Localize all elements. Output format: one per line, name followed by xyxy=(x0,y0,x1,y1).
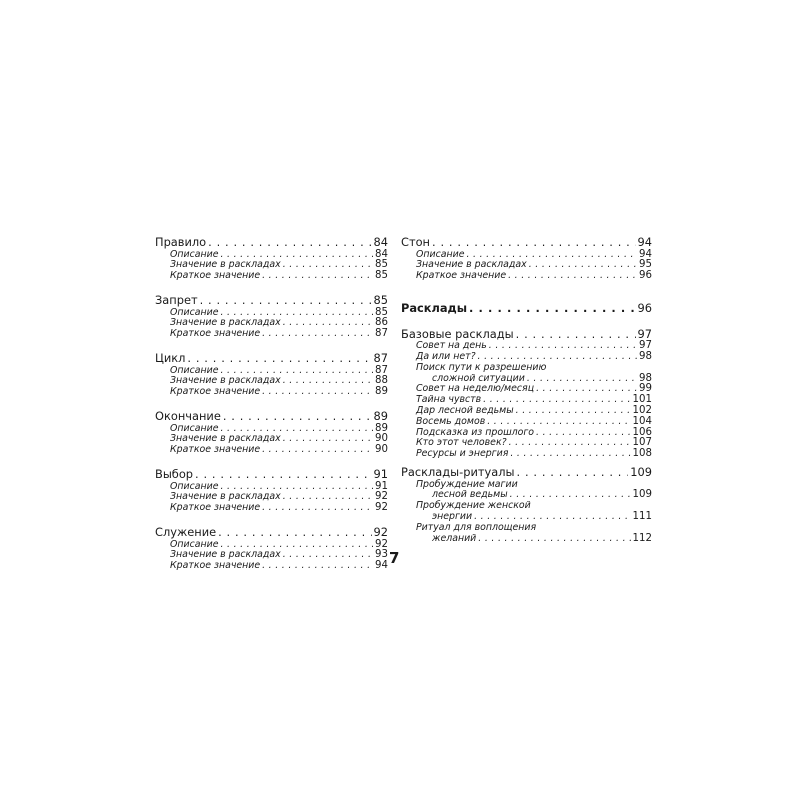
toc-subentry: Тайна чувств . . . 101 xyxy=(401,395,652,406)
toc-subentry: Значение в раскладах . . . 90 xyxy=(155,434,388,445)
toc-right-column xyxy=(401,236,652,544)
toc-entry: Правило . . . 84 xyxy=(155,236,388,250)
toc-subentry: Значение в раскладах . . . 86 xyxy=(155,318,388,329)
toc-subentry-line1: Пробуждение женской xyxy=(416,500,531,512)
toc-left-column xyxy=(155,236,388,572)
toc-entry-basic-spreads: Базовые расклады . . . 97 xyxy=(401,328,652,342)
toc-subentry: Ресурсы и энергия . . . 108 xyxy=(401,449,652,460)
toc-subentry-line1: Пробуждение магии xyxy=(416,478,518,490)
toc-subentry: Описание . . . 89 xyxy=(155,424,388,435)
toc-subentry: Краткое значение . . . 90 xyxy=(155,445,388,456)
toc-entry-ritual-spreads: Расклады-ритуалы . . . 109 xyxy=(401,466,652,480)
toc-subentry-line1: Поиск пути к разрешению xyxy=(416,361,547,373)
toc-entry-ston: Стон . . . 94 xyxy=(401,236,652,250)
toc-subentry: Описание . . . 91 xyxy=(155,482,388,493)
toc-subentry: Описание . . . 94 xyxy=(401,250,652,261)
toc-subentry: Значение в раскладах . . . 85 xyxy=(155,260,388,271)
toc-subentry: Описание . . . 87 xyxy=(155,366,388,377)
toc-subentry: сложной ситуации . . . 98 xyxy=(401,374,652,385)
toc-subentry: Краткое значение . . . 96 xyxy=(401,271,652,282)
toc-subentry: Краткое значение . . . 94 xyxy=(155,561,388,572)
toc-subentry: лесной ведьмы . . . 109 xyxy=(401,490,652,501)
toc-subentry: Значение в раскладах . . . 95 xyxy=(401,260,652,271)
toc-subentry: желаний . . . 112 xyxy=(401,534,652,545)
toc-chapter-rasklady: Расклады . . . 96 xyxy=(401,302,652,316)
toc-entry: Окончание . . . 89 xyxy=(155,410,388,424)
toc-subentry: Описание . . . 92 xyxy=(155,540,388,551)
toc-subentry: Краткое значение . . . 89 xyxy=(155,387,388,398)
toc-subentry: Дар лесной ведьмы . . . 102 xyxy=(401,406,652,417)
toc-entry: Выбор . . . 91 xyxy=(155,468,388,482)
toc-subentry: Краткое значение . . . 85 xyxy=(155,271,388,282)
toc-subentry: Значение в раскладах . . . 92 xyxy=(155,492,388,503)
toc-subentry: Да или нет? . . . 98 xyxy=(401,352,652,363)
toc-entry: Цикл . . . 87 xyxy=(155,352,388,366)
toc-subentry: Кто этот человек? . . . 107 xyxy=(401,438,652,449)
toc-subentry: Подсказка из прошлого . . . 106 xyxy=(401,428,652,439)
toc-subentry: Восемь домов . . . 104 xyxy=(401,417,652,428)
toc-subentry: Совет на день . . . 97 xyxy=(401,341,652,352)
toc-subentry: Значение в раскладах . . . 93 xyxy=(155,550,388,561)
page-number: 7 xyxy=(389,549,400,567)
toc-subentry: Описание . . . 85 xyxy=(155,308,388,319)
toc-subentry: Краткое значение . . . 92 xyxy=(155,503,388,514)
toc-subentry-line1: Ритуал для воплощения xyxy=(416,521,537,533)
toc-subentry: Краткое значение . . . 87 xyxy=(155,329,388,340)
toc-subentry: Значение в раскладах . . . 88 xyxy=(155,376,388,387)
toc-subentry: Совет на неделю/месяц . . . 99 xyxy=(401,384,652,395)
toc-subentry: энергии . . . 111 xyxy=(401,512,652,523)
toc-entry: Служение . . . 92 xyxy=(155,526,388,540)
toc-subentry: Описание . . . 84 xyxy=(155,250,388,261)
toc-entry: Запрет . . . 85 xyxy=(155,294,388,308)
